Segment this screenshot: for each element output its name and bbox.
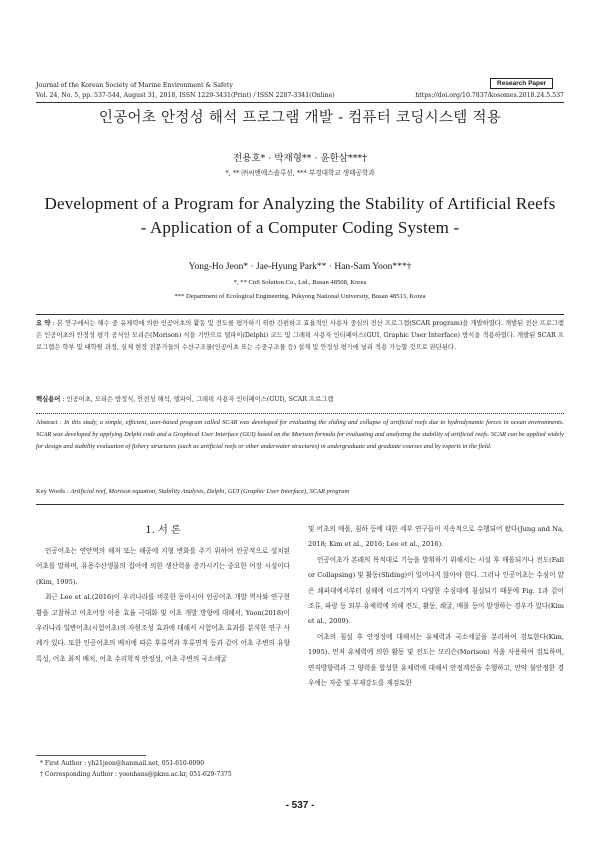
abstract-english-text: : In this study, a simple, efficient, user-based program called SCAR was developed for evaluating the sliding and collapse of artificial reefs due to hydrodynamic forces in ocean environments. SCAR was developed by applying Delphi code and a Graphical User Interface (GUI) based on the Morison formula for evaluating and analyzing the stability of artificial reefs. SCAR can be applied widely for design and stability evaluation of fishery structures (such as artificial reefs or other underwater structures) in undergraduate and graduate courses and by experts in the field.: [36, 419, 564, 450]
body-paragraph: 최근 Lee et al.(2016)이 우리나라를 비롯한 동아시아 인공어초 개발 역사와 연구현황을 고찰하고 어초어장 이용 효율 극대화 및 어초 개발 방향에 대해서, Yoon(2018)이 우리나라 일반어초(시험어초)의 자원조성 효과에 대해서 시험어초 효과를 분석한 연구 사례가 있다. 또한 인공어초의 배치에 따른 후류역과 후류면적 등과 같이 어초 주변의 유향특성, 어초 최적 배치, 어초 수리학적 안정성, 어초 주변의 국소세굴: [36, 593, 290, 663]
body-paragraph: 및 어초의 매몰, 침하 등에 대한 세부 연구들이 지속적으로 수행되어 왔다(Jung and Na, 2018; Kim et al., 2016; Lee et al., 2016).: [308, 525, 564, 549]
title-english-line1: Development of a Program for Analyzing the Stability of Artificial Reefs: [44, 194, 556, 213]
keywords-english-label: Key Words: [36, 488, 66, 495]
keywords-korean-text: : 인공어초, 모리슨 방정식, 안전성 해석, 델파이, 그래픽 사용자 인터페이스(GUI), SCAR 프로그램: [60, 396, 334, 403]
body-paragraph: 인공어초는 연안역의 해저 또는 해중에 지형 변화를 주기 위하여 인공적으로 설치된 어초를 말하며, 유용수산생물의 집어에 의한 생산력을 증가시키는 중요한 어장 시설이다(Kim, 1995).: [36, 547, 290, 586]
authors-english: Yong-Ho Jeon* · Jae-Hyung Park** · Han-Sam Yoon***†: [188, 262, 412, 272]
abstract-rule: [36, 504, 564, 505]
doi-link[interactable]: https://doi.org/10.7837/kosomes.2018.24.5.537: [415, 92, 564, 99]
keywords-english: [36, 488, 349, 495]
page-number: - 537 -: [285, 800, 315, 811]
affiliation-korean: *, ** ㈜씨엔에스솔루션, *** 부경대학교 생태공학과: [225, 169, 375, 177]
abstract-english-label: Abstract: [36, 419, 58, 426]
title-korean: 인공어초 안정성 해석 프로그램 개발 - 컴퓨터 코딩시스템 적용: [98, 110, 502, 126]
body-paragraph: 인공어초가 본래의 목적대로 기능을 발휘하기 위해서는 시설 후 매몰되거나 전도(Fall or Collapsing) 및 활동(Sliding)이 일어나지 않아야 한다. 그러나 인공어초는 수심이 얕은 쇄파대에서부터 심해에 이르기까지 다양한 수심대에 침설되기 때문에 Fig. 1과 같이 조류, 파랑 등 외부 유체력에 의해 전도, 활동, 쇄굴, 매몰 등이 발생하는 경우가 있다(Kim et al., 2009).: [308, 555, 565, 626]
body-paragraph: 어초의 침설 후 안정성에 대해서는 유체력과 국소세굴을 분리하여 검토한다(Kim, 1995). 먼저 유체력에 의한 활동 및 전도는 모리슨(Morison) 식을 사용하여 검토하며, 연직방향력과 그 양력을 합성한 유체력에 대해서 안정계산을 수행하고, 만약 불안정한 경우에는 자중 및 부재강도를 재검토한: [308, 632, 564, 688]
keywords-korean-label: 핵심용어: [36, 396, 61, 403]
affiliation-english-1: *, ** CnS Solution Co., Ltd., Busan 48508, Korea: [233, 279, 367, 286]
section-title-introduction: 1. 서 론: [145, 525, 181, 536]
right-column: [308, 522, 564, 691]
abstract-korean-text: : 본 연구에서는 해수 중 유체력에 의한 인공어초의 활동 및 전도를 평가하기 위한 간편하고 효율적인 사용자 중심의 전산 프로그램(SCAR program)을 개발하였다. 개발된 전산 프로그램은 인공어초의 안정성 평가 공식인 모리슨(Morison) 식을 기반으로 델파이(Delphi) 코드 및 그래픽 사용자 인터페이스(GUI, Graphic User Interface) 방식을 적용하였다. 개발된 SCAR 프로그램은 학부 및 대학원 과정, 실제 현장 전문가들의 수산구조물(인공어초 또는 수중구조물 등) 설계 및 안정성 평가에 널리 적용 가능할 것으로 판단된다.: [36, 320, 565, 351]
abstract-korean-label: 요 약: [36, 320, 51, 327]
header-rule: [36, 102, 564, 103]
footnote-rule: [36, 755, 146, 756]
abstract-divider: [36, 413, 564, 414]
journal-name: Journal of the Korean Society of Marine Environment & Safety: [36, 82, 233, 89]
abstract-english: [36, 417, 564, 452]
research-paper-badge: Research Paper: [490, 78, 553, 89]
keywords-english-text: : Artificial reef, Morison equation, Stability Analysis, Delphi, GUI (Graphic User Interface), SCAR program: [65, 488, 350, 495]
left-column: [36, 544, 290, 667]
volume-line: Vol. 24, No. 5, pp. 537-544, August 31, 2018, ISSN 1229-3431(Print) / ISSN 2287-3341(Online): [36, 92, 335, 99]
abstract-korean: [36, 318, 564, 353]
title-rule: [36, 314, 564, 315]
title-english-line2: - Application of a Computer Coding System -: [140, 218, 460, 237]
footnote-first-author: * First Author : yh21jeon@hanmail.net, 051-610-0090: [40, 760, 205, 767]
authors-korean: 전용호* · 박재형** · 윤한삼***†: [233, 153, 367, 164]
footnote-corresponding-author: † Corresponding Author : yoonhans@pknu.ac.kr, 051-629-7375: [40, 771, 232, 778]
affiliation-english-2: *** Department of Ecological Engineering, Pukyong National University, Busan 48513, Korea: [174, 293, 426, 300]
keywords-korean: [36, 394, 564, 406]
